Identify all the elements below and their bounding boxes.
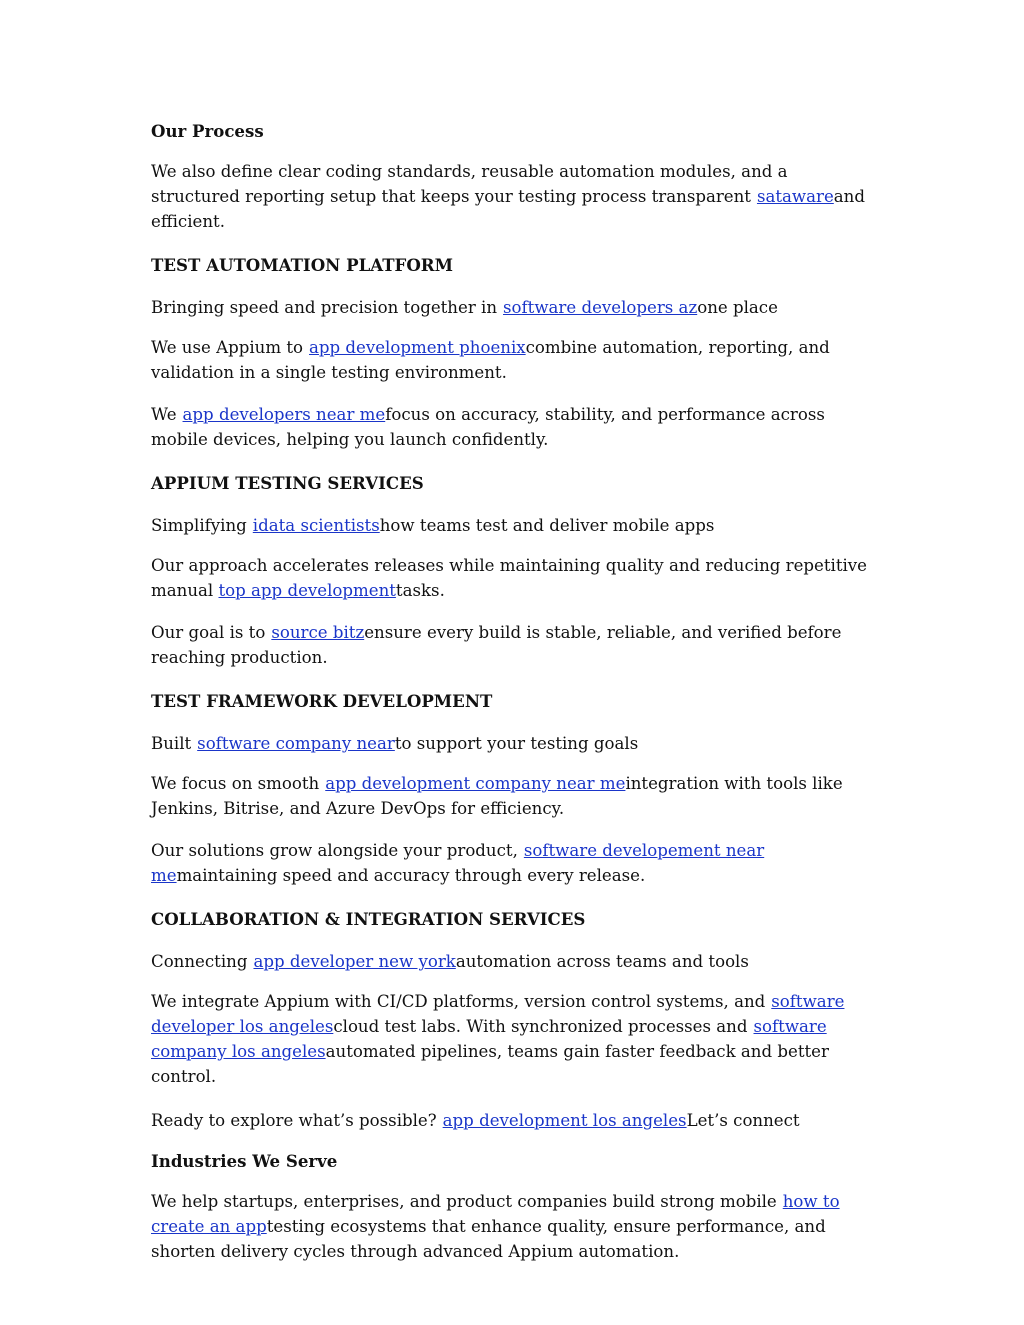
paragraph-tfd-1 [151, 731, 871, 756]
paragraph-tail: focus on accuracy, stability, and performance across mobile devices, helping you launch confidently. [151, 405, 825, 449]
paragraph-text: Our goal is to [151, 623, 266, 642]
paragraph-ats-1 [151, 513, 871, 538]
link-app-development-company-near-me[interactable]: app development company near me [325, 774, 626, 793]
paragraph-tfd-3 [151, 838, 871, 888]
paragraph-text: Our approach accelerates releases while maintaining quality and reducing repetitive manual [151, 556, 868, 600]
paragraph-tap-3 [151, 402, 871, 452]
paragraph-text: We [151, 405, 177, 424]
paragraph-text: We focus on smooth [151, 774, 320, 793]
paragraph-text: We integrate Appium with CI/CD platforms, version control systems, and [151, 992, 766, 1011]
paragraph-tail: and efficient. [151, 187, 865, 231]
paragraph-tail: how teams test and deliver mobile apps [379, 516, 715, 535]
link-app-development-los-angeles[interactable]: app development los angeles [442, 1111, 687, 1130]
link-source-bitz[interactable]: source bitz [271, 623, 365, 642]
paragraph-cis-1 [151, 949, 871, 974]
heading-appium-testing-services: APPIUM TESTING SERVICES [151, 473, 424, 493]
paragraph-tap-1 [151, 295, 871, 320]
paragraph-text: We help startups, enterprises, and product companies build strong mobile [151, 1192, 777, 1211]
paragraph-tfd-2 [151, 771, 871, 821]
paragraph-tap-2 [151, 335, 871, 385]
paragraph-tail: ensure every build is stable, reliable, and verified before reaching production. [151, 623, 842, 667]
link-how-to-create-an-app[interactable]: how to create an app [151, 1192, 840, 1236]
heading-our-process: Our Process [151, 121, 264, 141]
link-app-developer-new-york[interactable]: app developer new york [253, 952, 456, 971]
paragraph-tail: integration with tools like Jenkins, Bitrise, and Azure DevOps for efficiency. [151, 774, 843, 818]
paragraph-text: Simplifying [151, 516, 247, 535]
link-sataware[interactable]: sataware [756, 187, 834, 206]
heading-industries-we-serve: Industries We Serve [151, 1151, 338, 1171]
paragraph-tail: testing ecosystems that enhance quality, ensure performance, and shorten delivery cycles through advanced Appium automation. [151, 1217, 826, 1261]
paragraph-cis-2 [151, 989, 871, 1089]
paragraph-text: Connecting [151, 952, 248, 971]
paragraph-text: Bringing speed and precision together in [151, 298, 498, 317]
link-software-developer-los-angeles[interactable]: software developer los angeles [151, 992, 845, 1036]
link-software-developement-near-me[interactable]: software developement near me [151, 841, 765, 885]
link-app-developers-near-me[interactable]: app developers near me [182, 405, 386, 424]
paragraph-text: Built [151, 734, 192, 753]
link-software-company-los-angeles[interactable]: software company los angeles [151, 1017, 827, 1061]
paragraph-mid: cloud test labs. With synchronized processes and [333, 1017, 748, 1036]
paragraph-cis-3 [151, 1108, 871, 1133]
paragraph-our-process [151, 159, 871, 234]
link-idata-scientists[interactable]: idata scientists [252, 516, 380, 535]
heading-test-automation-platform: TEST AUTOMATION PLATFORM [151, 255, 453, 275]
paragraph-text: We use Appium to [151, 338, 303, 357]
paragraph-ats-3 [151, 620, 871, 670]
paragraph-tail: automation across teams and tools [455, 952, 749, 971]
paragraph-ats-2 [151, 553, 871, 603]
paragraph-tail: to support your testing goals [394, 734, 639, 753]
paragraph-text: Our solutions grow alongside your product, [151, 841, 518, 860]
document-body [151, 119, 871, 1264]
paragraph-tail: Let’s connect [686, 1111, 800, 1130]
link-top-app-development[interactable]: top app development [218, 581, 396, 600]
paragraph-tail: one place [697, 298, 778, 317]
paragraph-iws-1 [151, 1189, 871, 1264]
link-software-company-near[interactable]: software company near [197, 734, 395, 753]
paragraph-tail: combine automation, reporting, and validation in a single testing environment. [151, 338, 830, 382]
heading-test-framework-development: TEST FRAMEWORK DEVELOPMENT [151, 691, 493, 711]
paragraph-text: Ready to explore what’s possible? [151, 1111, 437, 1130]
heading-collaboration-integration-services: COLLABORATION & INTEGRATION SERVICES [151, 909, 586, 929]
paragraph-tail: automated pipelines, teams gain faster feedback and better control. [151, 1042, 829, 1086]
paragraph-tail: maintaining speed and accuracy through every release. [176, 866, 646, 885]
paragraph-text: We also define clear coding standards, reusable automation modules, and a structured reporting setup that keeps your testing process transparent [151, 162, 788, 206]
link-software-developers-az[interactable]: software developers az [503, 298, 698, 317]
link-app-development-phoenix[interactable]: app development phoenix [309, 338, 526, 357]
paragraph-tail: tasks. [395, 581, 445, 600]
